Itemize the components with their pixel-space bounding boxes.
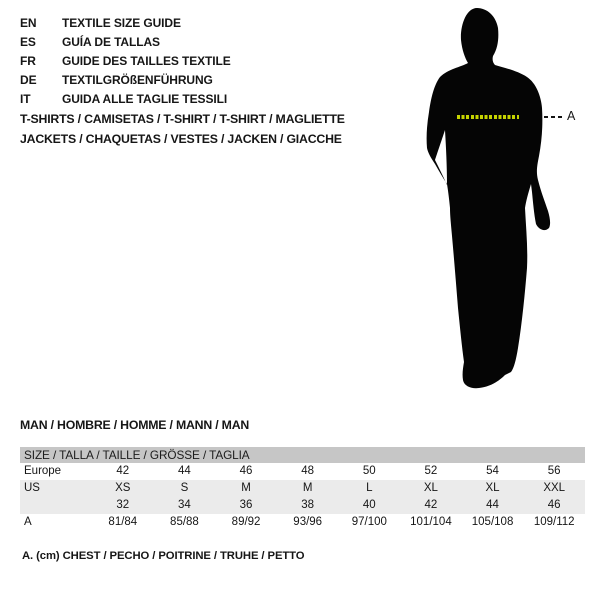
table-cell: XS (115, 482, 131, 494)
table-cell: 46 (239, 465, 253, 477)
measure-label-a: A (567, 109, 576, 123)
category-tshirts: T-SHIRTS / CAMISETAS / T-SHIRT / T-SHIRT / MAGLIETTE (20, 112, 345, 126)
section-title-man: MAN / HOMBRE / HOMME / MANN / MAN (20, 418, 250, 432)
row-label (20, 497, 92, 514)
table-cell: 44 (486, 499, 499, 511)
language-row (20, 90, 231, 109)
language-code: EN (20, 16, 37, 30)
language-code: IT (20, 92, 31, 106)
table-cell: 50 (362, 465, 376, 477)
table-cell: M (302, 482, 313, 494)
size-table (20, 447, 585, 531)
category-jackets: JACKETS / CHAQUETAS / VESTES / JACKEN / GIACCHE (20, 131, 342, 146)
language-code: DE (20, 73, 37, 87)
table-cell: 101/104 (410, 516, 452, 528)
man-silhouette-svg (415, 8, 565, 393)
table-row-us (20, 480, 585, 497)
chest-measure-line (457, 115, 519, 119)
table-cell: 89/92 (231, 516, 261, 528)
language-code: ES (20, 35, 36, 49)
language-row (20, 14, 231, 33)
table-cell: 97/100 (351, 516, 387, 528)
table-cell: XL (423, 482, 438, 494)
language-title: GUIDE DES TAILLES TEXTILE (62, 54, 231, 68)
table-cell: 105/108 (471, 516, 514, 528)
language-title: GUIDA ALLE TAGLIE TESSILI (62, 92, 228, 106)
table-cell: 52 (424, 465, 438, 477)
measure-pointer-line (544, 116, 564, 118)
table-cell: 54 (486, 465, 499, 477)
table-cell: 44 (178, 465, 191, 477)
table-cell: XXL (543, 482, 566, 494)
table-cell: 93/96 (293, 516, 323, 528)
table-cell: 81/84 (108, 516, 138, 528)
row-label: US (24, 482, 40, 494)
size-table-header: SIZE / TALLA / TAILLE / GRÖSSE / TAGLIA (20, 447, 585, 463)
language-title: GUÍA DE TALLAS (62, 35, 160, 49)
language-code: FR (20, 54, 36, 68)
table-cell: 38 (301, 499, 315, 511)
man-silhouette (415, 8, 565, 393)
table-cell: M (241, 482, 251, 494)
row-label: A (24, 516, 32, 528)
language-title: TEXTILE SIZE GUIDE (62, 16, 181, 30)
table-cell: 40 (362, 499, 376, 511)
table-cell: 109/112 (533, 516, 575, 528)
table-cell: 36 (239, 499, 253, 511)
language-title: TEXTILGRÖßENFÜHRUNG (62, 73, 213, 87)
table-cell: 85/88 (170, 516, 199, 528)
table-cell: 42 (424, 499, 438, 511)
table-cell: L (366, 482, 373, 494)
table-cell: 42 (116, 465, 130, 477)
language-list (20, 14, 231, 109)
table-cell: S (180, 482, 189, 494)
row-label: Europe (24, 465, 62, 477)
table-row-chest-cm (20, 514, 585, 531)
language-row (20, 52, 231, 71)
table-row-us-numeric (20, 497, 585, 514)
measure-footnote: A. (cm) CHEST / PECHO / POITRINE / TRUHE / PETTO (22, 550, 305, 562)
table-cell: 32 (116, 499, 130, 511)
category-list (20, 110, 345, 149)
language-row (20, 71, 231, 90)
language-row (20, 33, 231, 52)
table-cell: XL (485, 482, 500, 494)
table-cell: 34 (178, 499, 191, 511)
table-cell: 46 (547, 499, 561, 511)
table-cell: 56 (547, 465, 561, 477)
table-row-europe (20, 463, 585, 480)
table-cell: 48 (301, 465, 315, 477)
